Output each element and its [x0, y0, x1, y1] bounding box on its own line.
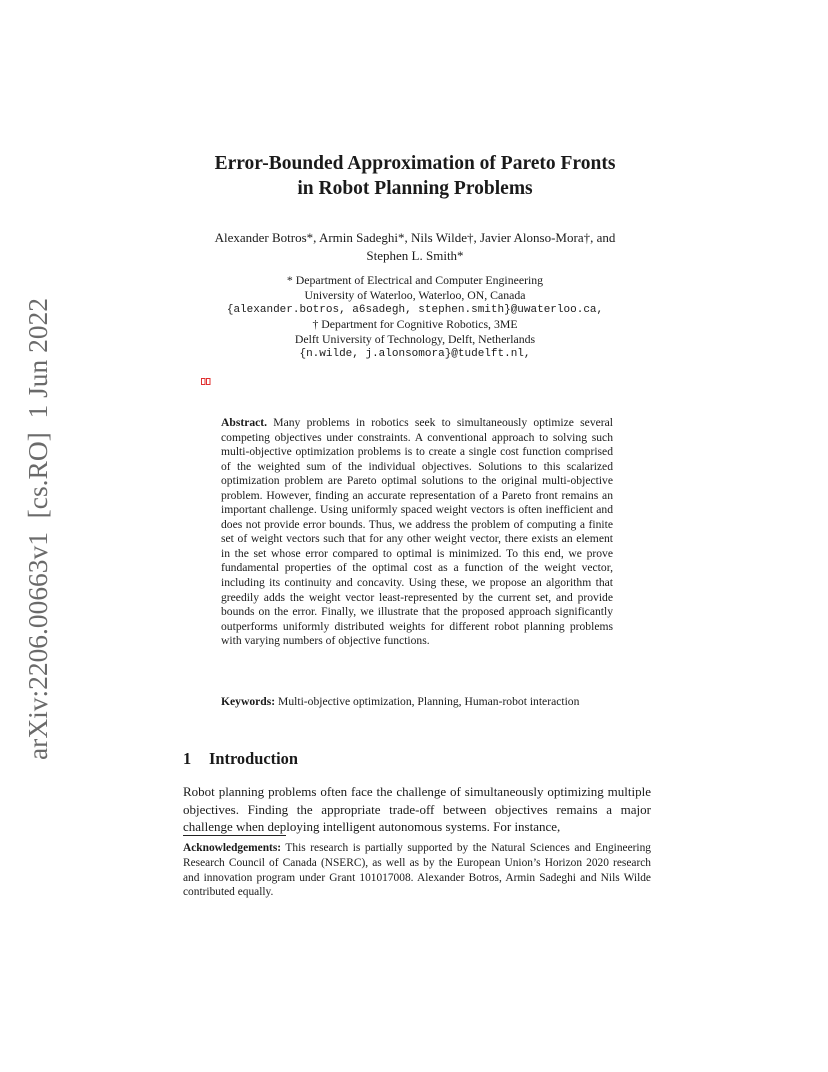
affiliation-delft-univ: Delft University of Technology, Delft, Netherlands [294, 332, 536, 347]
affiliations [150, 273, 680, 362]
arxiv-stamp [0, 294, 64, 764]
affiliation-delft-dept: † Department for Cognitive Robotics, 3ME [312, 317, 518, 332]
orcid-marker-icon [201, 378, 211, 385]
emails-delft: {n.wilde, j.alonsomora}@tudelft.nl, [299, 347, 531, 360]
authors-line-2: Stephen L. Smith* [366, 248, 464, 263]
title-line-2: in Robot Planning Problems [297, 178, 533, 199]
affiliation-waterloo-univ: University of Waterloo, Waterloo, ON, Canada [304, 287, 526, 302]
section-title: Introduction [209, 749, 298, 768]
section-number: 1 [183, 749, 192, 768]
paper-title [150, 151, 680, 201]
abstract [221, 416, 613, 649]
footnote-text: This research is partially supported by the Natural Sciences and Engineering Research Council of Canada (NSERC), as well as by the European Union’s Horizon 2020 research and innovation program under Grant 101017008. Alexander Botros, Armin Sadeghi and Nils Wilde contributed equally. [183, 842, 651, 899]
acknowledgements-footnote [183, 841, 651, 900]
intro-paragraph: Robot planning problems often face the challenge of simultaneously optimizing multiple objectives. Finding the appropriate trade-off between objectives remains a major challenge when deploying intelligent autonomous systems. For instance, [183, 784, 651, 834]
abstract-label: Abstract. [221, 416, 268, 429]
author-list [150, 229, 680, 265]
footnote-label: Acknowledgements: [183, 842, 282, 854]
keywords-text: Multi-objective optimization, Planning, Human-robot interaction [278, 695, 580, 708]
abstract-text: Many problems in robotics seek to simultaneously optimize several competing objectives under constraints. A conventional approach to solving such multi-objective optimization problems is to create a single cost function comprised of the weighted sum of the individual objectives. Solutions to this scalarized optimization problem are Pareto optimal solutions to the original multi-objective problem. However, finding an accurate representation of a Pareto front remains an important challenge. Using uniformly spaced weight vectors is often inefficient and does not provide error bounds. Thus, we address the problem of computing a finite set of weight vectors such that for any other weight vector, there exists an element in the set whose error compared to optimal is minimized. To this end, we prove fundamental properties of the optimal cost as a function of the weight vector, including its continuity and concavity. Using these, we propose an algorithm that greedily adds the weight vector least-represented by the current set, and provide bounds on the error. Finally, we illustrate that the proposed approach significantly outperforms uniformly distributed weights for different robot planning problems with varying numbers of objective functions. [221, 416, 613, 648]
keywords [221, 695, 613, 710]
emails-waterloo: {alexander.botros, a6sadegh, stephen.smith}@uwaterloo.ca, [226, 303, 604, 316]
keywords-label: Keywords: [221, 695, 276, 708]
title-line-1: Error-Bounded Approximation of Pareto Fronts [214, 153, 616, 174]
arxiv-stamp-text: arXiv:2206.00663v1 [cs.RO] 1 Jun 2022 [22, 297, 53, 760]
section-heading [183, 748, 653, 770]
authors-line-1: Alexander Botros*, Armin Sadeghi*, Nils Wilde†, Javier Alonso-Mora†, and [214, 230, 616, 245]
footnote-rule [183, 835, 286, 836]
affiliation-waterloo-dept: * Department of Electrical and Computer Engineering [286, 273, 544, 287]
